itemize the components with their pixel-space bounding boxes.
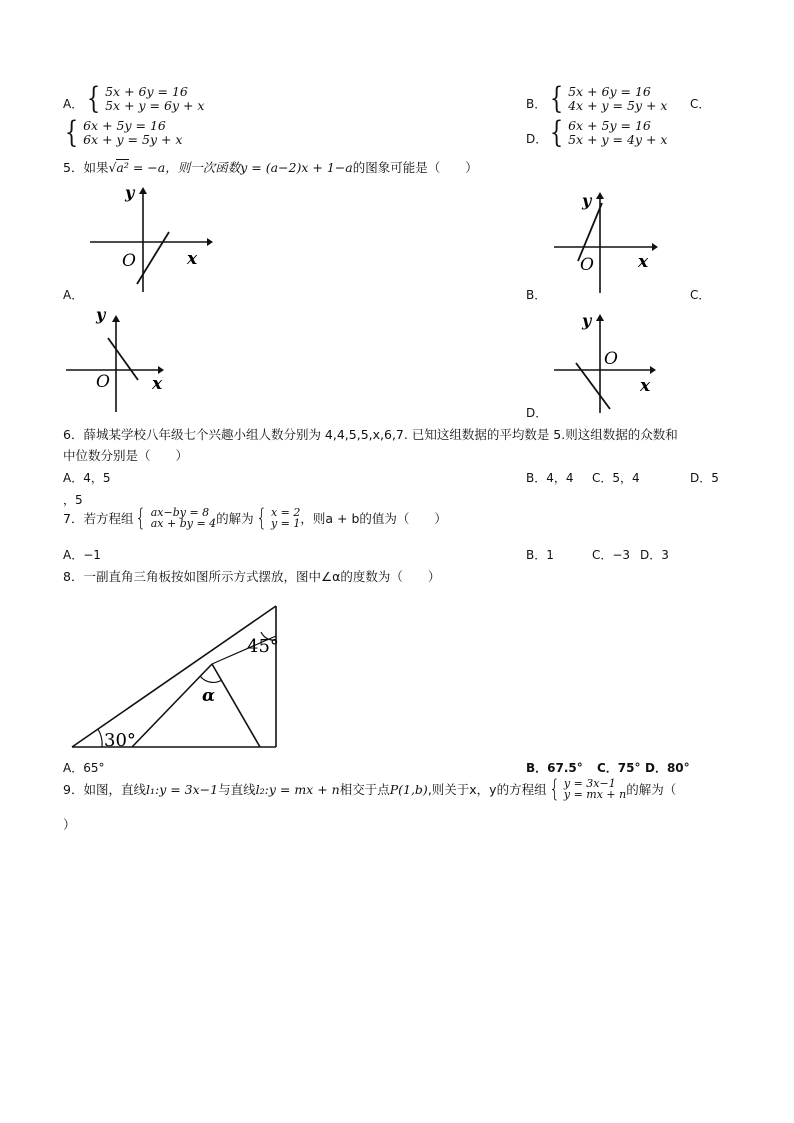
q5-stem-prefix: 5．如果	[63, 160, 109, 175]
q4-option-b-system	[547, 81, 668, 116]
equation-line: 5x + y = 4y + x	[568, 132, 668, 147]
q5-graph-d	[552, 305, 662, 415]
x-axis-label: x	[638, 252, 649, 272]
q9-line-l1: l₁:y = 3x−1	[145, 781, 219, 797]
q5-sqrt-expr: a²	[116, 160, 129, 175]
q7-system-2	[254, 504, 301, 532]
q6-option-d: D．5	[690, 471, 719, 485]
angle-45-label: 45°	[247, 636, 279, 657]
q6-option-a: A．4，5	[63, 471, 111, 485]
q5-graph-c	[62, 302, 182, 414]
q4-option-a-system	[84, 81, 205, 116]
q8-option-d: D．80°	[645, 761, 690, 775]
q7-stem-prefix: 7．若方程组	[63, 511, 134, 526]
q7-option-b: B．1	[526, 548, 554, 562]
y-axis-label: y	[125, 183, 135, 202]
function-line	[578, 203, 602, 261]
q9-point: P(1,b)	[389, 781, 428, 797]
equation-line: y = mx + n	[563, 788, 627, 801]
q5-option-c-label: C．	[690, 288, 711, 302]
q7-system-1	[133, 504, 217, 532]
q5-option-b-label: B．	[526, 288, 547, 302]
q9-mid1: 与直线	[218, 782, 256, 797]
brace: {	[548, 775, 560, 803]
equation-line: 6x + 5y = 16	[83, 118, 166, 133]
q4-option-c-system	[62, 115, 183, 150]
q8-option-a: A．65°	[63, 761, 105, 775]
equation-line: ax + by = 4	[150, 517, 217, 530]
q9-mid2: 相交于点	[339, 782, 390, 797]
y-axis-arrow-icon	[112, 315, 120, 322]
hypotenuse	[72, 606, 276, 747]
equation-line: 4x + y = 5y + x	[568, 98, 668, 113]
q4-option-d-label: D．	[526, 132, 548, 146]
equation-line: 5x + y = 6y + x	[105, 98, 205, 113]
equation-line: 6x + y = 5y + x	[83, 132, 183, 147]
q6-option-c: C．5，4	[592, 471, 640, 485]
angle-alpha-label: α	[202, 686, 216, 706]
y-axis-arrow-icon	[596, 314, 604, 321]
equation-line: 6x + 5y = 16	[568, 118, 651, 133]
q5-graph-a	[85, 180, 215, 295]
q7-stem-mid: 的解为	[216, 511, 254, 526]
q9-system	[547, 775, 627, 803]
x-axis-arrow-icon	[207, 238, 213, 246]
q7-option-a: A．−1	[63, 548, 101, 562]
function-line	[108, 338, 138, 380]
x-axis-label: x	[640, 376, 651, 396]
q9-line-l2: l₂:y = mx + n	[255, 781, 340, 797]
brace: {	[135, 504, 147, 532]
x-axis-label: x	[187, 249, 198, 269]
q6-stem-line1: 6．薛城某学校八年级七个兴趣小组人数分别为 4,4,5,5,x,6,7. 已知这组数据的平均数是 5.则这组数据的众数和	[63, 427, 678, 442]
angle-30-label: 30°	[104, 730, 136, 751]
q5-stem-suffix: 的图象可能是（ ）	[352, 160, 478, 175]
q4-option-d-system	[547, 115, 668, 150]
brace: {	[549, 81, 564, 116]
angle-30-arc	[98, 729, 102, 747]
q9-stem-line2: ）	[63, 817, 76, 832]
y-axis-label: y	[582, 311, 592, 330]
equation-line: ax−by = 8	[150, 506, 210, 519]
q7-stem-suffix: ，则a + b的值为（ ）	[300, 511, 447, 526]
equation-line: x = 2	[270, 506, 301, 519]
q9-mid3: ,则关于x，y的方程组	[427, 782, 547, 797]
q6-option-d-continued: ，5	[63, 493, 83, 507]
q7-stem	[63, 504, 447, 532]
q8-stem: 8．一副直角三角板按如图所示方式摆放，图中∠α的度数为（ ）	[63, 569, 441, 584]
sqrt-symbol: √	[108, 160, 117, 175]
q8-option-b: B．67.5°	[526, 761, 583, 775]
x-axis-arrow-icon	[650, 366, 656, 374]
origin-label: O	[122, 251, 136, 271]
y-axis-label: y	[582, 191, 592, 210]
q9-stem-prefix: 9．如图，直线	[63, 782, 146, 797]
origin-label: O	[96, 372, 110, 392]
q9-stem-suffix: 的解为（	[626, 782, 677, 797]
origin-label: O	[580, 255, 594, 275]
equation-line: y = 3x−1	[563, 777, 616, 790]
q8-triangle-figure	[64, 600, 284, 752]
x-axis-arrow-icon	[652, 243, 658, 251]
x-axis-label: x	[152, 374, 163, 394]
inner-leg-right	[212, 664, 260, 747]
q4-option-a-label: A．	[63, 97, 84, 111]
q5-stem	[63, 158, 478, 176]
q5-option-a-label: A．	[63, 288, 84, 302]
brace: {	[255, 504, 267, 532]
q6-option-b: B．4，4	[526, 471, 574, 485]
q4-option-b-label: B．	[526, 97, 547, 111]
origin-label: O	[604, 349, 618, 369]
brace: {	[64, 115, 79, 150]
q7-option-c: C．−3	[592, 548, 631, 562]
y-axis-label: y	[96, 305, 106, 324]
equation-line: 5x + 6y = 16	[105, 84, 188, 99]
brace: {	[549, 115, 564, 150]
y-axis-arrow-icon	[596, 192, 604, 199]
q5-function-expr: y = (a−2)x + 1−a	[240, 160, 353, 175]
equation-line: 5x + 6y = 16	[568, 84, 651, 99]
q5-graph-b	[552, 185, 662, 295]
q7-option-d: D．3	[640, 548, 669, 562]
y-axis-arrow-icon	[139, 187, 147, 194]
q5-stem-mid: = −a，则一次函数	[128, 160, 241, 175]
function-line	[137, 232, 169, 284]
brace: {	[86, 81, 101, 116]
q8-option-c: C．75°	[597, 761, 641, 775]
q4-option-c-label: C．	[690, 97, 711, 111]
q6-stem-line2: 中位数分别是（ ）	[63, 448, 189, 463]
x-axis-arrow-icon	[158, 366, 164, 374]
equation-line: y = 1	[270, 517, 301, 530]
q5-option-d-label: D．	[526, 406, 548, 420]
q9-stem	[63, 775, 677, 803]
